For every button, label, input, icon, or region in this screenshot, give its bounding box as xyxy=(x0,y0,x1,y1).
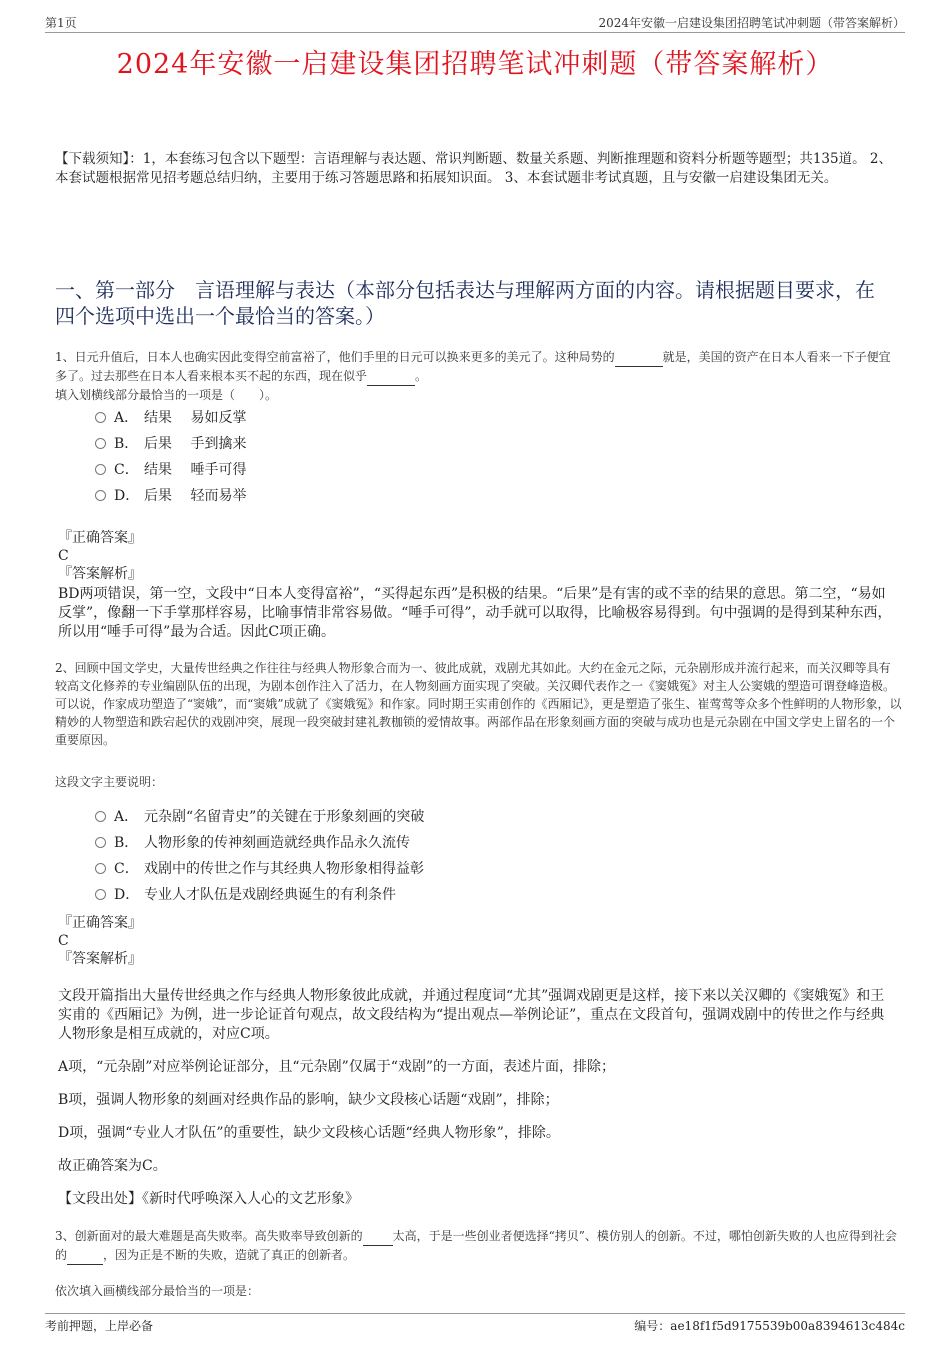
option-b[interactable] xyxy=(95,830,424,856)
option-d[interactable] xyxy=(95,882,424,908)
answer-label: 『正确答案』 xyxy=(58,530,142,546)
radio-icon[interactable] xyxy=(95,889,106,900)
radio-icon[interactable] xyxy=(95,490,106,501)
radio-icon[interactable] xyxy=(95,863,106,874)
question-3-prompt: 依次填入画横线部分最恰当的一项是： xyxy=(55,1284,260,1298)
question-2-stem: 2、回顾中国文学史，大量传世经典之作往往与经典人物形象合而为一、彼此成就，戏剧尤其如此。大约在金元之际，元杂剧形成并流行起来，而关汉卿等具有较高文化修养的专业编剧队伍的出现，为剧本创作注入了活力，在人物刻画方面实现了突破。关汉卿代表作之一《窦娥冤》对主人公窦娥的塑造可谓登峰造极。可以说，作家成功塑造了“窦娥”，而“窦娥”成就了《窦娥冤》和作家。同时期王实甫创作的《西厢记》，更是塑造了张生、崔莺莺等众多个性鲜明的人物形象，以精妙的人物塑造和跌宕起伏的戏剧冲突，展现一段突破封建礼教枷锁的爱情故事。两部作品在形象刻画方面的突破与成功也是元杂剧在中国文学史上留名的一个重要原因。 xyxy=(55,661,902,747)
analysis-paragraph: B项，强调人物形象的刻画对经典作品的影响，缺少文段核心话题“戏剧”，排除； xyxy=(58,1092,559,1108)
analysis-paragraph: 文段开篇指出大量传世经典之作与经典人物形象彼此成就，并通过程度词“尤其”强调戏剧更是这样，接下来以关汉卿的《窦娥冤》和王实甫的《西厢记》为例，进一步论证首句观点，故文段结构为“提出观点—举例论证”，重点在文段首句，强调戏剧中的传世之作与经典人物形象是相互成就的，对应C项。 xyxy=(58,988,885,1042)
q1-stem-part: 1、日元升值后，日本人也确实因此变得空前富裕了，他们手里的日元可以换来更多的美元了。这种局势的 xyxy=(55,350,615,364)
fill-blank xyxy=(363,1227,393,1246)
footer-slogan: 考前押题，上岸必备 xyxy=(45,1319,154,1333)
fill-blank xyxy=(67,1246,103,1265)
section-heading: 一、第一部分 言语理解与表达（本部分包括表达与理解两方面的内容。请根据题目要求，在四个选项中选出一个最恰当的答案。） xyxy=(55,278,875,328)
question-1-options xyxy=(95,405,246,509)
q1-analysis: BD两项错误，第一空，文段中“日本人变得富裕”，“买得起东西”是积极的结果。“后果”是有害的或不幸的结果的意思。第二空，“易如反掌”，像翻一下手掌那样容易，比喻事情非常容易做。“唾手可得”，动手就可以取得，比喻极容易得到。句中强调的是得到某种东西，所以用“唾手可得”最为合适。因此C项正确。 xyxy=(58,586,892,640)
analysis-paragraph: 故正确答案为C。 xyxy=(58,1158,167,1174)
option-letter: D． xyxy=(114,488,140,504)
answer-value: C xyxy=(58,933,69,949)
question-1-stem xyxy=(55,348,902,404)
fill-blank xyxy=(615,348,663,367)
option-letter: C． xyxy=(114,861,139,877)
document-title: 2024年安徽一启建设集团招聘笔试冲刺题（带答案解析） xyxy=(116,49,834,80)
q1-prompt: 填入划横线部分最恰当的一项是（ ）。 xyxy=(55,388,278,402)
radio-icon[interactable] xyxy=(95,412,106,423)
q3-stem-part: 太高，于是一些创业者便选择“拷贝”、模仿别人的创新。不过，哪怕创新失败的人也应得到社会的 xyxy=(55,1229,897,1262)
option-letter: B． xyxy=(114,835,139,851)
question-2-prompt: 这段文字主要说明： xyxy=(55,775,164,789)
option-c[interactable] xyxy=(95,856,424,882)
option-a[interactable] xyxy=(95,804,424,830)
answer-label: 『正确答案』 xyxy=(58,915,142,931)
radio-icon[interactable] xyxy=(95,464,106,475)
option-a[interactable] xyxy=(95,405,246,431)
text-source: 【文段出处】《新时代呼唤深入人心的文艺形象》 xyxy=(58,1191,359,1207)
answer-value: C xyxy=(58,548,69,564)
download-notice: 【下载须知】：1，本套练习包含以下题型：言语理解与表达题、常识判断题、数量关系题、判断推理题和资料分析题等题型；共135道。 2、本套试题根据常见招考题总结归纳，主要用于练习答题思路和拓展知识面。 3、本套试题非考试真题，且与安徽一启建设集团无关。 xyxy=(55,151,892,186)
option-b[interactable] xyxy=(95,431,246,457)
q2-analysis xyxy=(58,987,895,1223)
option-d[interactable] xyxy=(95,483,246,509)
option-text: 元杂剧“名留青史”的关键在于形象刻画的突破 xyxy=(144,809,425,825)
q1-answer-block xyxy=(58,529,142,583)
q3-stem-part: 3、创新面对的最大难题是高失败率。高失败率导致创新的 xyxy=(55,1229,363,1243)
q2-answer-block xyxy=(58,914,142,968)
page-number: 第1页 xyxy=(45,16,77,30)
radio-icon[interactable] xyxy=(95,837,106,848)
option-letter: A． xyxy=(114,809,139,825)
option-text: 人物形象的传神刻画造就经典作品永久流传 xyxy=(144,835,410,851)
option-text: 后果 手到擒来 xyxy=(144,436,247,452)
option-text: 结果 易如反掌 xyxy=(144,410,247,426)
option-letter: C． xyxy=(114,462,139,478)
question-3-stem xyxy=(55,1227,902,1265)
option-letter: D． xyxy=(114,887,140,903)
q3-stem-part: ，因为正是不断的失败，造就了真正的创新者。 xyxy=(103,1248,356,1262)
option-text: 后果 轻而易举 xyxy=(144,488,247,504)
page-footer xyxy=(45,1313,905,1333)
page-header xyxy=(45,12,905,33)
option-letter: A． xyxy=(114,410,139,426)
analysis-paragraph: D项，强调“专业人才队伍”的重要性，缺少文段核心话题“经典人物形象”，排除。 xyxy=(58,1125,560,1141)
fill-blank xyxy=(367,367,415,386)
radio-icon[interactable] xyxy=(95,438,106,449)
question-2-options xyxy=(95,804,424,908)
analysis-paragraph: A项，“元杂剧”对应举例论证部分，且“元杂剧”仅属于“戏剧”的一方面，表述片面，排除； xyxy=(58,1059,616,1075)
q1-stem-part: 就是，美国的资产在日本人看来一下子便宜多了。过去那些在日本人看来根本买不起的东西，现在似乎 xyxy=(55,350,891,383)
option-letter: B． xyxy=(114,436,139,452)
option-c[interactable] xyxy=(95,457,246,483)
option-text: 专业人才队伍是戏剧经典诞生的有利条件 xyxy=(144,887,396,903)
option-text: 戏剧中的传世之作与其经典人物形象相得益彰 xyxy=(144,861,424,877)
header-doc-title: 2024年安徽一启建设集团招聘笔试冲刺题（带答案解析） xyxy=(598,16,905,30)
document-id: 编号：ae18f1f5d9175539b00a8394613c484c xyxy=(634,1319,905,1333)
analysis-label: 『答案解析』 xyxy=(58,951,142,967)
radio-icon[interactable] xyxy=(95,811,106,822)
q1-stem-part: 。 xyxy=(415,369,428,383)
analysis-label: 『答案解析』 xyxy=(58,566,142,582)
option-text: 结果 唾手可得 xyxy=(144,462,247,478)
